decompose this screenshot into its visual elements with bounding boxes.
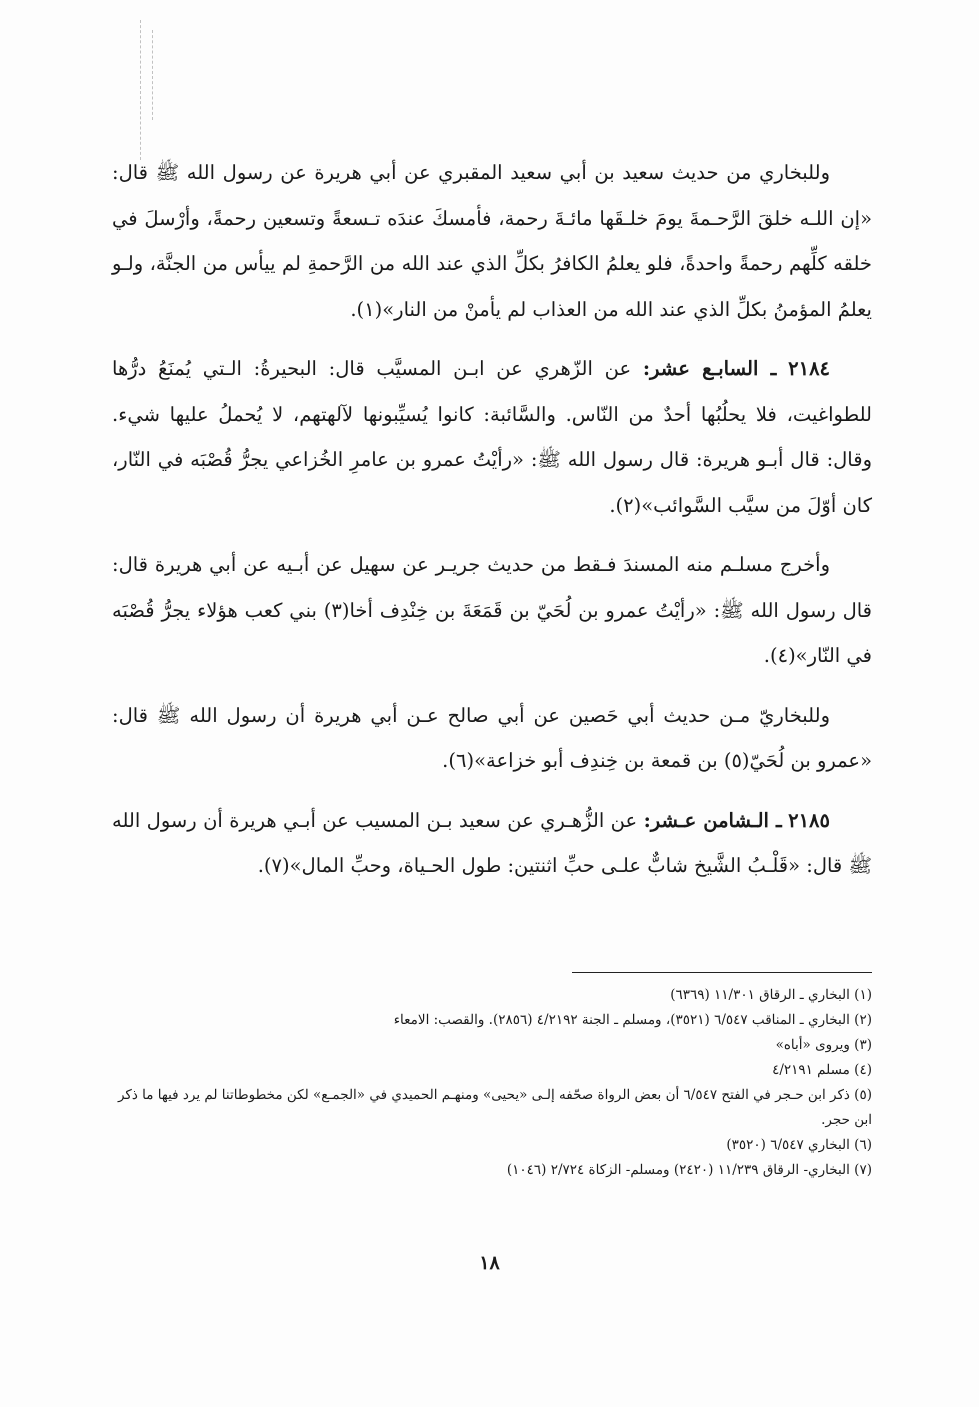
paragraph-text: عن الزّهري عن ابـن المسيَّب قال: البحيرةُ: الـتي يُمنَعُ درُّها للطواغيت، فلا يحلُبُها أحدٌ من النّاس. والسَّائبة: كانوا يُسيِّبونها لآلهتهم، لا يُحملُ عليها شيء. وقال: قال أبـو هريرة: قال رسول الله ﷺ: «رأيْتُ عمرو بن عامرِ الخُزاعي يجرُّ قُصْبَه في النّار، كان أوّلَ من سيَّب السَّوائب»(٢).	[112, 357, 872, 517]
paragraph-text: عن الزُّهـري عن سعيد بـن المسيب عن أبـي هريرة أن رسول الله ﷺ قال: «قَلْـبُ الشَّيخ شابٌّ علـى حبِّ اثنتين: طول الحـياة، وحبِّ المال»(٧).	[112, 808, 872, 877]
hadith-heading: ـ الـشامن عـشر:	[643, 808, 782, 832]
footnote-3: (٣) ويروى «أباه»	[775, 1037, 872, 1053]
scan-artifact-line	[140, 20, 142, 160]
paragraph-text: وأخرج مسلـم منه المسندَ فـقط من حديث جريـر عن سهيل عن أبـيه عن أبي هريرة قال: قال رسول الله ﷺ: «رأيْتُ عمرو بن لُحَيّ بن قَمَعَةَ بن خِنْدِف أخا(٣) بني كعب هؤلاء يجرُّ قُصْبَه في النّار»(٤).	[112, 553, 872, 667]
footnote-4: (٤) مسلم ٤/٢١٩١	[772, 1062, 872, 1078]
footnote-7: (٧) البخاري- الرقاق ١١/٢٣٩ (٢٤٢٠) ومسلم- الزكاة ٢/٧٢٤ (١٠٤٦)	[506, 1162, 872, 1178]
footnote-1: (١) البخاري ـ الرقاق ١١/٣٠١ (٦٣٦٩)	[670, 987, 872, 1003]
hadith-number: ٢١٨٤	[788, 357, 831, 380]
paragraph-1	[112, 150, 872, 332]
paragraph-4	[112, 693, 872, 784]
main-text	[112, 150, 872, 903]
paragraph-2185	[112, 798, 872, 889]
footnotes	[112, 972, 872, 1183]
footnote-5: (٥) ذكر ابن حـجر في الفتح ٦/٥٤٧ أن بعض الرواة صحّفه إلـى «يحيى» ومنهـم الحميدي في «الجمـع» لكن مخطوطاتنا لم يرد فيها ما ذكر ابن حجر.	[117, 1087, 872, 1128]
hadith-number: ٢١٨٥	[788, 808, 830, 832]
paragraph-3	[112, 542, 872, 679]
paragraph-text: وللبخاري من حديث سعيد بن أبي سعيد المقبري عن أبي هريرة عن رسول الله ﷺ قال: «إن اللـه خلقَ الرَّحـمةَ يومَ خلـقَها مائـةَ رحمة، فأمسكَ عندَه تـسعةً وتسعين رحمةً، وأرْسلَ في خلقه كلِّهم رحمةً واحدةً، فلو يعلمُ الكافرُ بكلِّ الذي عند الله من الرَّحمةِ لم ييأس من الجنَّة، ولـو يعلمُ المؤمنُ بكلِّ الذي عند الله من العذاب لم يأمنْ من النار»(١).	[112, 161, 872, 321]
hadith-heading: ـ السابـع عشر:	[642, 357, 777, 380]
page-number: ١٨	[479, 1252, 500, 1274]
paragraph-2184	[112, 346, 872, 528]
footnote-6: (٦) البخاري ٦/٥٤٧ (٣٥٢٠)	[726, 1137, 872, 1153]
footnote-2: (٢) البخاري ـ المناقب ٦/٥٤٧ (٣٥٢١)، ومسلم ـ الجنة ٤/٢١٩٢ (٢٨٥٦). والقصب: الامعاء	[393, 1012, 872, 1028]
footnote-divider	[572, 972, 872, 973]
scan-artifact-line	[152, 30, 154, 120]
paragraph-text: وللبخاريّ مـن حديث أبي حَصين عن أبي صالح عـن أبي هريرة أن رسول الله ﷺ قال: «عمرو بن لُحَيّ(٥) بن قمعة بن خِندِف أبو خزاعة»(٦).	[112, 703, 872, 772]
